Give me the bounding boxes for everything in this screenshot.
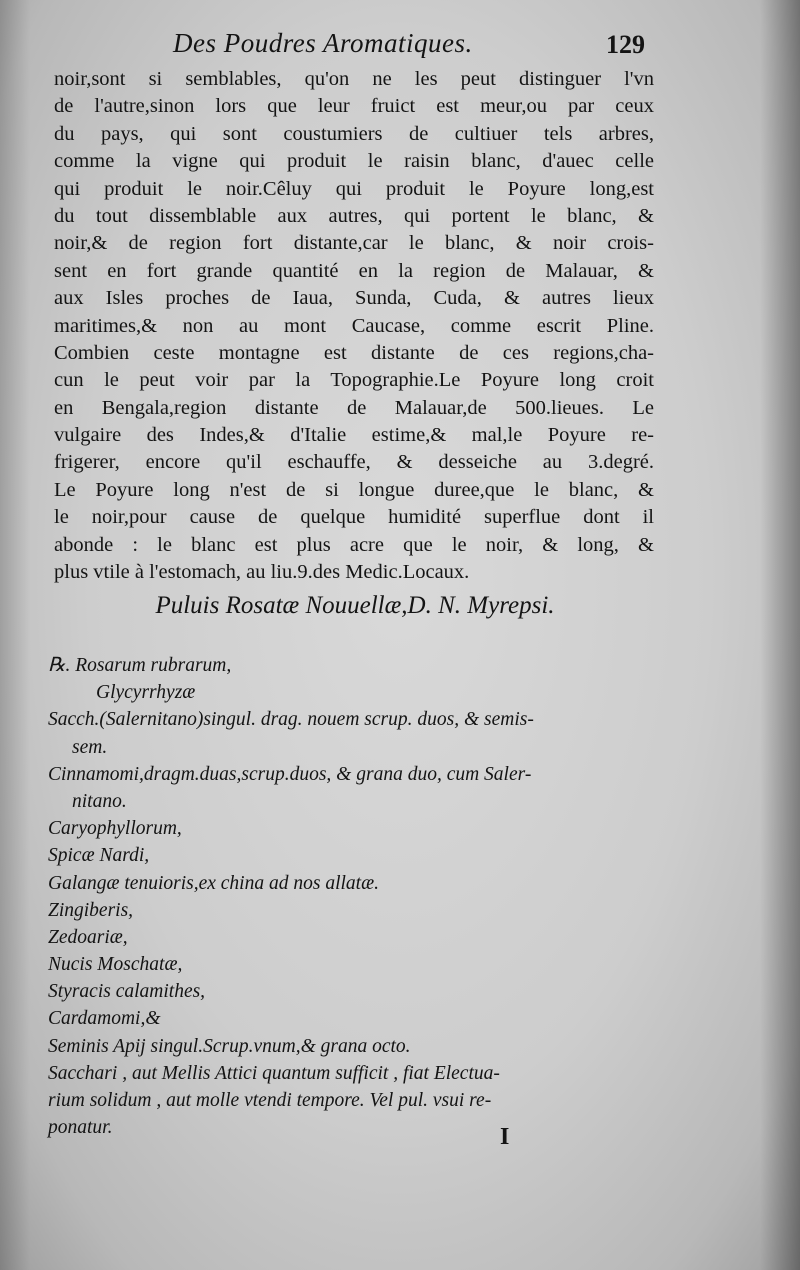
body-line: du tout dissemblable aux autres, qui portent le blanc, & (54, 204, 654, 227)
recipe-line: ℞. Rosarum rubrarum, (48, 655, 232, 676)
body-line: en Bengala,region distante de Malauar,de 500.lieues. Le (54, 396, 654, 419)
recipe-line: sem. (72, 736, 108, 758)
section-heading (0, 592, 800, 620)
recipe-line: Zingiberis, (48, 899, 134, 921)
body-line: maritimes,& non au mont Caucase, comme escrit Pline. (54, 314, 654, 337)
recipe-line: ponatur. (48, 1117, 113, 1139)
body-line: abonde : le blanc est plus acre que le noir, & long, & (54, 533, 654, 556)
page-edge-shadow (760, 0, 800, 1270)
body-line: sent en fort grande quantité en la region de Malauar, & (54, 259, 654, 282)
body-line: le noir,pour cause de quelque humidité superflue dont il (54, 506, 654, 529)
recipe-list (48, 652, 648, 1141)
recipe-line: Sacch.(Salernitano)singul. drag. nouem scrup. duos, & semis- (48, 709, 534, 731)
recipe-line: Sacchari , aut Mellis Attici quantum sufficit , fiat Electua- (48, 1062, 500, 1084)
page-number: 129 (606, 30, 645, 59)
recipe-line: Glycyrrhyzæ (96, 682, 196, 704)
body-line: noir,sont si semblables, qu'on ne les peut distinguer l'vn (54, 68, 654, 90)
running-title: Des Poudres Aromatiques. (173, 28, 473, 58)
body-line: frigerer, encore qu'il eschauffe, & desseiche au 3.degré. (54, 451, 654, 474)
body-line: noir,& de region fort distante,car le blanc, & noir crois- (54, 232, 654, 255)
recipe-line: Cardamomi,& (48, 1008, 161, 1030)
recipe-line: nitano. (72, 790, 127, 812)
recipe-line: Seminis Apij singul.Scrup.vnum,& grana octo. (48, 1035, 411, 1057)
body-line: cun le peut voir par la Topographie.Le Poyure long croit (54, 369, 654, 392)
page-header (55, 28, 645, 64)
recipe-line: Caryophyllorum, (48, 818, 182, 840)
binding-shadow (0, 0, 30, 1270)
body-line: Le Poyure long n'est de si longue duree,que le blanc, & (54, 478, 654, 501)
body-line: aux Isles proches de Iaua, Sunda, Cuda, & autres lieux (54, 287, 654, 310)
body-paragraph (54, 66, 654, 586)
section-heading-text: Puluis Rosatæ Nouuellæ,D. N. Myrepsi. (155, 592, 555, 619)
recipe-line: Zedoariæ, (48, 926, 128, 948)
body-line: vulgaire des Indes,& d'Italie estime,& mal,le Poyure re- (54, 424, 654, 447)
body-line: Combien ceste montagne est distante de ces regions,cha- (54, 341, 654, 364)
body-line: comme la vigne qui produit le raisin blanc, d'auec celle (54, 150, 654, 173)
recipe-line: Nucis Moschatæ, (48, 954, 183, 976)
recipe-line: Styracis calamithes, (48, 981, 206, 1003)
body-line: du pays, qui sont coustumiers de cultiuer tels arbres, (54, 122, 654, 145)
signature-mark: I (500, 1124, 510, 1150)
body-line: de l'autre,sinon lors que leur fruict est meur,ou par ceux (54, 95, 654, 118)
recipe-line: Galangæ tenuioris,ex china ad nos allatæ. (48, 872, 379, 894)
body-line: qui produit le noir.Cêluy qui produit le Poyure long,est (54, 177, 654, 200)
recipe-line: Spicæ Nardi, (48, 845, 150, 867)
recipe-line: rium solidum , aut molle vtendi tempore. Vel pul. vsui re- (48, 1090, 492, 1111)
recipe-line: Cinnamomi,dragm.duas,scrup.duos, & grana duo, cum Saler- (48, 763, 532, 785)
body-line: plus vtile à l'estomach, au liu.9.des Medic.Locaux. (54, 561, 470, 584)
